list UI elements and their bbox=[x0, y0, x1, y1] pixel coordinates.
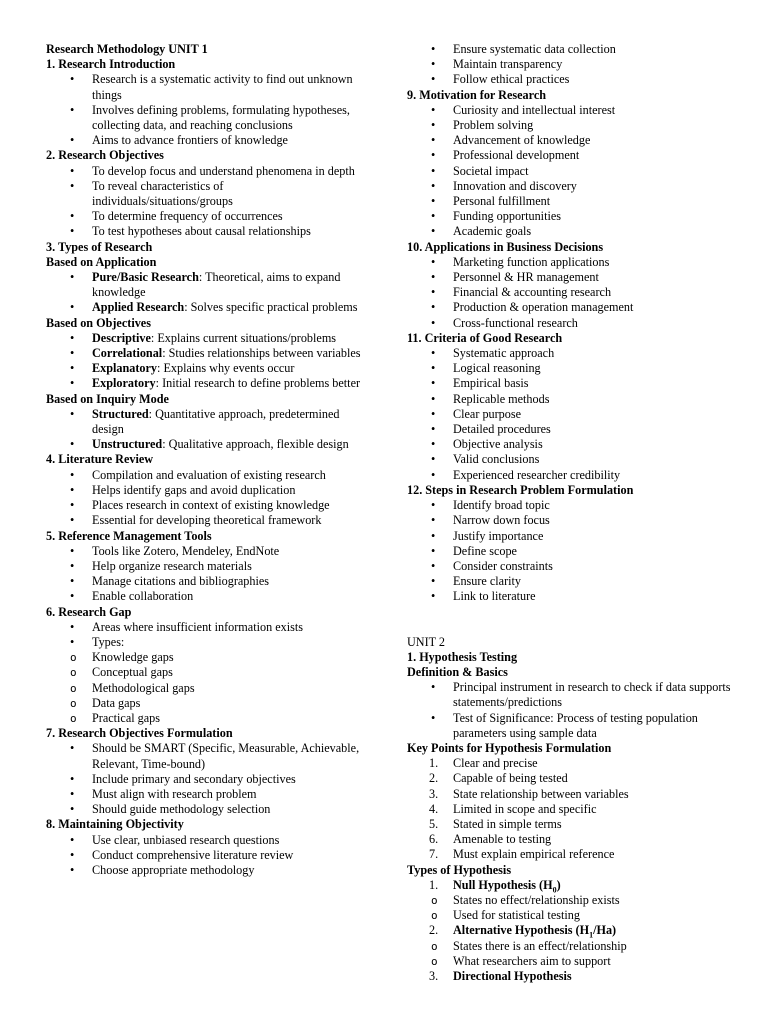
item-text: : Studies relationships between variables bbox=[162, 346, 361, 361]
item-text: States there is an effect/relationship bbox=[453, 938, 627, 953]
sub-bullet-list bbox=[407, 893, 737, 923]
bullet-item bbox=[453, 346, 737, 361]
bullet-item bbox=[453, 574, 737, 589]
bullet-item bbox=[453, 513, 737, 528]
section-heading: Based on Inquiry Mode bbox=[46, 391, 169, 406]
numbered-list bbox=[407, 756, 737, 862]
numbered-item bbox=[429, 923, 737, 940]
item-text: Logical reasoning bbox=[453, 361, 541, 376]
bullet-list bbox=[46, 407, 364, 453]
sub-bullet-list bbox=[46, 650, 364, 726]
item-number: 1. bbox=[429, 877, 439, 892]
item-text: Help organize research materials bbox=[92, 558, 252, 573]
bullet-item bbox=[453, 680, 737, 710]
item-number: 2. bbox=[429, 771, 439, 786]
section-heading: 2. Research Objectives bbox=[46, 148, 164, 163]
bullet-item bbox=[453, 376, 737, 391]
item-text: To determine frequency of occurrences bbox=[92, 209, 283, 224]
bullet-item bbox=[92, 574, 364, 589]
section-heading: Key Points for Hypothesis Formulation bbox=[407, 740, 612, 755]
bullet-item bbox=[453, 133, 737, 148]
section-heading: 1. Hypothesis Testing bbox=[407, 649, 518, 664]
item-text: Use clear, unbiased research questions bbox=[92, 832, 280, 847]
item-number: 4. bbox=[429, 801, 439, 816]
bullet-item bbox=[453, 285, 737, 300]
bullet-item bbox=[92, 483, 364, 498]
section-heading: Research Methodology UNIT 1 bbox=[46, 42, 208, 56]
item-text: Cross-functional research bbox=[453, 315, 578, 330]
bullet-item bbox=[92, 209, 364, 224]
item-text: To reveal characteristics of individuals/situations/groups bbox=[92, 178, 233, 209]
item-term: Pure/Basic Research bbox=[92, 270, 199, 285]
bullet-list bbox=[407, 103, 737, 240]
item-text: Capable of being tested bbox=[453, 771, 568, 786]
numbered-item bbox=[429, 832, 737, 847]
item-text: Stated in simple terms bbox=[453, 816, 562, 831]
item-number: 3. bbox=[429, 786, 439, 801]
bullet-item bbox=[453, 589, 737, 604]
bullet-item bbox=[453, 194, 737, 209]
bullet-item bbox=[453, 711, 737, 741]
bullet-list bbox=[46, 741, 364, 817]
bullet-item bbox=[92, 498, 364, 513]
bullet-item bbox=[453, 437, 737, 452]
item-term: Directional Hypothesis bbox=[453, 968, 572, 983]
item-text: Must explain empirical reference bbox=[453, 847, 615, 862]
bullet-item bbox=[453, 452, 737, 467]
bullet-item bbox=[92, 179, 364, 209]
item-text: Enable collaboration bbox=[92, 589, 194, 604]
item-text: Aims to advance frontiers of knowledge bbox=[92, 133, 288, 148]
blank-line bbox=[407, 620, 737, 635]
section-heading: 6. Research Gap bbox=[46, 604, 132, 619]
bullet-item bbox=[92, 437, 364, 452]
bullet-item bbox=[92, 407, 364, 437]
item-text: Empirical basis bbox=[453, 376, 529, 391]
bullet-item bbox=[92, 513, 364, 528]
item-text: : Initial research to define problems better bbox=[155, 376, 361, 391]
item-text: Objective analysis bbox=[453, 437, 543, 452]
sub-bullet-item bbox=[453, 908, 737, 923]
item-text: Manage citations and bibliographies bbox=[92, 574, 270, 589]
item-text: Principal instrument in research to check if data supports statements/predictions bbox=[453, 680, 731, 710]
item-text: Practical gaps bbox=[92, 710, 161, 725]
bullet-item bbox=[453, 316, 737, 331]
item-text: Choose appropriate methodology bbox=[92, 862, 255, 877]
left-column bbox=[46, 42, 364, 878]
bullet-list bbox=[46, 72, 364, 148]
bullet-item bbox=[453, 300, 737, 315]
item-text: Involves defining problems, formulating hypotheses, collecting data, and reaching conclusions bbox=[92, 102, 350, 133]
bullet-item bbox=[453, 224, 737, 239]
bullet-item bbox=[453, 407, 737, 422]
item-text: Include primary and secondary objectives bbox=[92, 771, 296, 786]
item-text: : Solves specific practical problems bbox=[184, 300, 358, 315]
bullet-list bbox=[407, 498, 737, 604]
bullet-item bbox=[453, 559, 737, 574]
bullet-list bbox=[407, 255, 737, 331]
item-text: : Explains why events occur bbox=[157, 361, 295, 376]
bullet-list bbox=[407, 346, 737, 483]
bullet-item bbox=[92, 72, 364, 102]
item-text: Valid conclusions bbox=[453, 452, 540, 467]
bullet-item bbox=[92, 589, 364, 604]
item-text: Funding opportunities bbox=[453, 209, 561, 224]
bullet-item bbox=[92, 164, 364, 179]
bullet-item bbox=[92, 376, 364, 391]
section-heading: Definition & Basics bbox=[407, 664, 508, 679]
item-text: Should be SMART (Specific, Measurable, Achievable, Relevant, Time-bound) bbox=[92, 741, 360, 771]
item-text: Curiosity and intellectual interest bbox=[453, 102, 616, 117]
sub-bullet-item bbox=[453, 893, 737, 908]
bullet-item bbox=[453, 148, 737, 163]
item-text: To develop focus and understand phenomena in depth bbox=[92, 163, 355, 178]
bullet-item bbox=[92, 772, 364, 787]
item-text: Systematic approach bbox=[453, 346, 555, 361]
item-text: Used for statistical testing bbox=[453, 908, 580, 923]
bullet-list bbox=[46, 270, 364, 316]
bullet-item bbox=[92, 468, 364, 483]
bullet-item bbox=[92, 331, 364, 346]
bullet-list bbox=[407, 42, 737, 88]
sub-bullet-list bbox=[407, 939, 737, 969]
item-term: Unstructured bbox=[92, 437, 163, 452]
item-text: Data gaps bbox=[92, 695, 141, 710]
item-text: Replicable methods bbox=[453, 391, 550, 406]
item-number: 5. bbox=[429, 816, 439, 831]
sub-bullet-item bbox=[92, 665, 364, 680]
item-text: Define scope bbox=[453, 543, 517, 558]
bullet-item bbox=[453, 42, 737, 57]
bullet-item bbox=[92, 544, 364, 559]
bullet-list bbox=[46, 164, 364, 240]
subscript: 1 bbox=[589, 930, 594, 940]
item-term: Exploratory bbox=[92, 376, 156, 391]
bullet-list bbox=[46, 468, 364, 529]
bullet-item bbox=[453, 529, 737, 544]
section-heading: 7. Research Objectives Formulation bbox=[46, 726, 233, 741]
item-term: Correlational bbox=[92, 346, 163, 361]
bullet-item bbox=[92, 833, 364, 848]
item-text: Follow ethical practices bbox=[453, 72, 570, 87]
bullet-item bbox=[92, 133, 364, 148]
item-text: Societal impact bbox=[453, 163, 529, 178]
bullet-item bbox=[92, 848, 364, 863]
bullet-item bbox=[92, 346, 364, 361]
item-text: : Theoretical, aims to expand knowledge bbox=[92, 270, 341, 300]
bullet-item bbox=[453, 422, 737, 437]
sub-bullet-item bbox=[92, 696, 364, 711]
item-text: Academic goals bbox=[453, 224, 532, 239]
item-text: Financial & accounting research bbox=[453, 285, 612, 300]
bullet-item bbox=[453, 57, 737, 72]
item-text: Advancement of knowledge bbox=[453, 133, 591, 148]
item-text: Personnel & HR management bbox=[453, 270, 599, 285]
section-heading: 11. Criteria of Good Research bbox=[407, 330, 563, 345]
item-text: Problem solving bbox=[453, 118, 534, 133]
item-term-suffix: ) bbox=[556, 877, 561, 892]
item-text: Tools like Zotero, Mendeley, EndNote bbox=[92, 543, 280, 558]
section-heading: 5. Reference Management Tools bbox=[46, 528, 212, 543]
item-text: Should guide methodology selection bbox=[92, 802, 271, 817]
item-term: Applied Research bbox=[92, 300, 185, 315]
item-number: 2. bbox=[429, 923, 439, 938]
bullet-item bbox=[453, 72, 737, 87]
section-heading: 3. Types of Research bbox=[46, 239, 153, 254]
item-text: Clear purpose bbox=[453, 406, 522, 421]
sub-bullet-item bbox=[92, 681, 364, 696]
bullet-item bbox=[453, 179, 737, 194]
item-text: Justify importance bbox=[453, 528, 544, 543]
numbered-list bbox=[407, 878, 737, 893]
bullet-item bbox=[92, 635, 364, 650]
item-number: 3. bbox=[429, 968, 439, 983]
item-text: Marketing function applications bbox=[453, 254, 610, 269]
numbered-item bbox=[429, 801, 737, 817]
numbered-item bbox=[429, 756, 737, 771]
bullet-item bbox=[92, 224, 364, 239]
item-text: Experienced researcher credibility bbox=[453, 467, 621, 482]
item-text: Conduct comprehensive literature review bbox=[92, 847, 294, 862]
item-text: Link to literature bbox=[453, 589, 536, 604]
item-text: Places research in context of existing knowledge bbox=[92, 498, 330, 513]
item-text: What researchers aim to support bbox=[453, 953, 611, 968]
unit-label: UNIT 2 bbox=[407, 634, 446, 649]
item-term: Structured bbox=[92, 406, 149, 421]
bullet-item bbox=[453, 468, 737, 483]
bullet-list bbox=[46, 544, 364, 605]
subscript: 0 bbox=[552, 885, 557, 895]
numbered-item bbox=[429, 847, 737, 862]
item-text: Essential for developing theoretical framework bbox=[92, 513, 322, 528]
bullet-item bbox=[453, 270, 737, 285]
item-text: Compilation and evaluation of existing research bbox=[92, 467, 326, 482]
numbered-item bbox=[429, 968, 737, 984]
item-text: Helps identify gaps and avoid duplication bbox=[92, 482, 296, 497]
item-text: States no effect/relationship exists bbox=[453, 892, 620, 907]
item-text: Conceptual gaps bbox=[92, 665, 173, 680]
numbered-list bbox=[407, 923, 737, 938]
bullet-list bbox=[46, 331, 364, 392]
item-text: Types: bbox=[92, 634, 125, 649]
item-number: 7. bbox=[429, 847, 439, 862]
numbered-item bbox=[429, 877, 737, 895]
item-term-suffix: /Ha) bbox=[593, 923, 617, 938]
bullet-item bbox=[92, 361, 364, 376]
item-text: Amenable to testing bbox=[453, 832, 552, 847]
item-term: Alternative Hypothesis (H bbox=[453, 923, 590, 938]
item-text: Areas where insufficient information exists bbox=[92, 619, 303, 634]
sub-bullet-item bbox=[92, 650, 364, 665]
bullet-item bbox=[453, 255, 737, 270]
bullet-item bbox=[92, 559, 364, 574]
sub-bullet-item bbox=[453, 954, 737, 969]
bullet-item bbox=[92, 620, 364, 635]
section-heading: Based on Application bbox=[46, 254, 157, 269]
item-text: State relationship between variables bbox=[453, 786, 629, 801]
item-text: Innovation and discovery bbox=[453, 178, 577, 193]
item-text: Methodological gaps bbox=[92, 680, 195, 695]
section-heading: 10. Applications in Business Decisions bbox=[407, 239, 604, 254]
right-column bbox=[407, 42, 737, 984]
section-heading: 12. Steps in Research Problem Formulation bbox=[407, 482, 634, 497]
bullet-list bbox=[407, 680, 737, 741]
item-text: Research is a systematic activity to find out unknown things bbox=[92, 72, 353, 102]
section-heading: 4. Literature Review bbox=[46, 452, 154, 467]
section-heading: 9. Motivation for Research bbox=[407, 87, 547, 102]
item-text: Production & operation management bbox=[453, 300, 634, 315]
bullet-item bbox=[453, 544, 737, 559]
bullet-item bbox=[92, 270, 364, 300]
item-text: Consider constraints bbox=[453, 558, 553, 573]
item-text: Must align with research problem bbox=[92, 786, 257, 801]
item-text: Limited in scope and specific bbox=[453, 801, 597, 816]
item-term: Null Hypothesis (H bbox=[453, 877, 553, 892]
bullet-item bbox=[92, 863, 364, 878]
bullet-item bbox=[92, 802, 364, 817]
item-term: Explanatory bbox=[92, 361, 158, 376]
item-text: To test hypotheses about causal relationships bbox=[92, 224, 311, 239]
item-text: Clear and precise bbox=[453, 756, 538, 771]
bullet-item bbox=[92, 741, 364, 771]
numbered-item bbox=[429, 771, 737, 786]
bullet-item bbox=[453, 164, 737, 179]
item-text: Maintain transparency bbox=[453, 57, 563, 72]
item-text: Narrow down focus bbox=[453, 513, 550, 528]
item-text: : Quantitative approach, predetermined design bbox=[92, 406, 340, 437]
item-text: : Explains current situations/problems bbox=[150, 330, 337, 345]
item-text: Personal fulfillment bbox=[453, 194, 551, 209]
section-heading: 1. Research Introduction bbox=[46, 57, 176, 72]
bullet-item bbox=[453, 103, 737, 118]
section-heading: Types of Hypothesis bbox=[407, 862, 512, 877]
bullet-item bbox=[92, 300, 364, 315]
bullet-item bbox=[92, 787, 364, 802]
sub-bullet-item bbox=[453, 939, 737, 954]
item-text: Professional development bbox=[453, 148, 580, 163]
item-text: Ensure systematic data collection bbox=[453, 42, 616, 56]
item-number: 6. bbox=[429, 832, 439, 847]
blank-line bbox=[407, 605, 737, 620]
numbered-item bbox=[429, 816, 737, 832]
item-text: Ensure clarity bbox=[453, 574, 522, 589]
bullet-list bbox=[46, 833, 364, 879]
bullet-item bbox=[453, 118, 737, 133]
bullet-item bbox=[453, 361, 737, 376]
section-heading: Based on Objectives bbox=[46, 315, 151, 330]
bullet-item bbox=[453, 392, 737, 407]
item-text: Identify broad topic bbox=[453, 498, 550, 513]
item-text: Detailed procedures bbox=[453, 422, 551, 437]
numbered-item bbox=[429, 786, 737, 802]
bullet-item bbox=[92, 103, 364, 133]
item-term: Descriptive bbox=[92, 330, 151, 345]
bullet-item bbox=[453, 209, 737, 224]
section-heading: 8. Maintaining Objectivity bbox=[46, 817, 184, 832]
numbered-list bbox=[407, 969, 737, 984]
bullet-item bbox=[453, 498, 737, 513]
bullet-list bbox=[46, 620, 364, 650]
item-text: : Qualitative approach, flexible design bbox=[162, 437, 349, 452]
item-number: 1. bbox=[429, 756, 439, 771]
item-text: Knowledge gaps bbox=[92, 650, 174, 665]
item-text: Test of Significance: Process of testing population parameters using sample data bbox=[453, 710, 698, 740]
sub-bullet-item bbox=[92, 711, 364, 726]
